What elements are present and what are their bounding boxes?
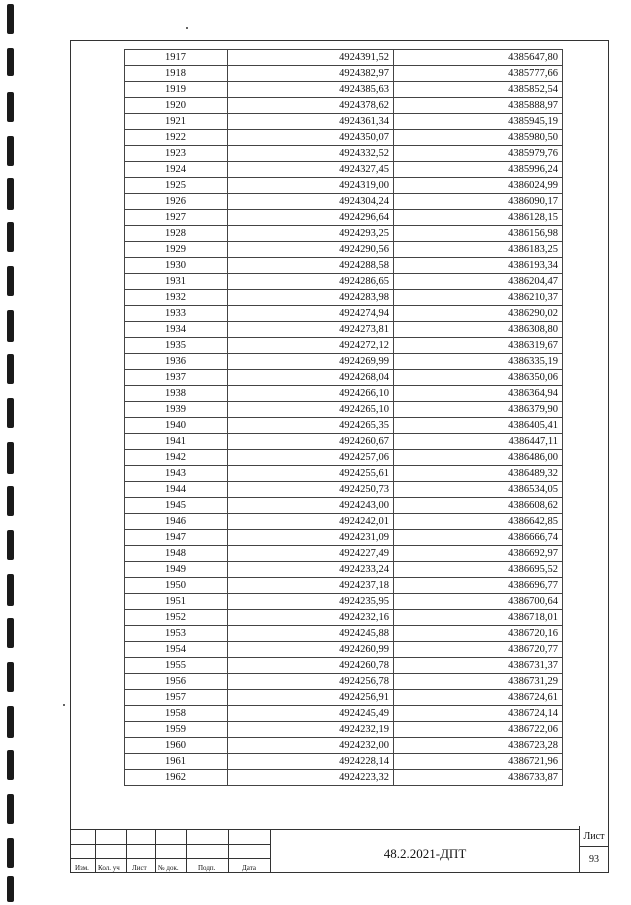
point-id-cell: 1941 bbox=[125, 434, 228, 450]
y-coordinate-cell: 4386692,97 bbox=[394, 546, 563, 562]
y-coordinate-cell: 4386534,05 bbox=[394, 482, 563, 498]
x-coordinate-cell: 4924232,00 bbox=[228, 738, 394, 754]
x-coordinate-cell: 4924268,04 bbox=[228, 370, 394, 386]
y-coordinate-cell: 4385979,76 bbox=[394, 146, 563, 162]
point-id-cell: 1926 bbox=[125, 194, 228, 210]
sheet-number: 93 bbox=[589, 854, 599, 865]
point-id-cell: 1961 bbox=[125, 754, 228, 770]
table-row bbox=[125, 258, 563, 274]
point-id-cell: 1930 bbox=[125, 258, 228, 274]
y-coordinate-cell: 4386722,06 bbox=[394, 722, 563, 738]
y-coordinate-cell: 4386721,96 bbox=[394, 754, 563, 770]
document-code: 48.2.2021-ДПТ bbox=[383, 846, 467, 861]
table-row bbox=[125, 610, 563, 626]
y-coordinate-cell: 4386486,00 bbox=[394, 450, 563, 466]
y-coordinate-cell: 4386700,64 bbox=[394, 594, 563, 610]
table-row bbox=[125, 482, 563, 498]
y-coordinate-cell: 4386724,14 bbox=[394, 706, 563, 722]
point-id-cell: 1945 bbox=[125, 498, 228, 514]
point-id-cell: 1920 bbox=[125, 98, 228, 114]
x-coordinate-cell: 4924327,45 bbox=[228, 162, 394, 178]
table-row bbox=[125, 402, 563, 418]
point-id-cell: 1932 bbox=[125, 290, 228, 306]
table-row bbox=[125, 450, 563, 466]
table-row bbox=[125, 146, 563, 162]
point-id-cell: 1940 bbox=[125, 418, 228, 434]
y-coordinate-cell: 4386319,67 bbox=[394, 338, 563, 354]
y-coordinate-cell: 4386731,29 bbox=[394, 674, 563, 690]
point-id-cell: 1958 bbox=[125, 706, 228, 722]
x-coordinate-cell: 4924257,06 bbox=[228, 450, 394, 466]
x-coordinate-cell: 4924286,65 bbox=[228, 274, 394, 290]
y-coordinate-cell: 4385996,24 bbox=[394, 162, 563, 178]
y-coordinate-cell: 4386128,15 bbox=[394, 210, 563, 226]
x-coordinate-cell: 4924243,00 bbox=[228, 498, 394, 514]
point-id-cell: 1960 bbox=[125, 738, 228, 754]
table-row bbox=[125, 626, 563, 642]
x-coordinate-cell: 4924260,67 bbox=[228, 434, 394, 450]
point-id-cell: 1929 bbox=[125, 242, 228, 258]
point-id-cell: 1951 bbox=[125, 594, 228, 610]
x-coordinate-cell: 4924288,58 bbox=[228, 258, 394, 274]
y-coordinate-cell: 4386724,61 bbox=[394, 690, 563, 706]
point-id-cell: 1956 bbox=[125, 674, 228, 690]
caption-list: Лист bbox=[132, 864, 147, 872]
table-row bbox=[125, 578, 563, 594]
x-coordinate-cell: 4924361,34 bbox=[228, 114, 394, 130]
x-coordinate-cell: 4924265,35 bbox=[228, 418, 394, 434]
x-coordinate-cell: 4924260,78 bbox=[228, 658, 394, 674]
y-coordinate-cell: 4386193,34 bbox=[394, 258, 563, 274]
x-coordinate-cell: 4924350,07 bbox=[228, 130, 394, 146]
caption-doc-number: № док. bbox=[158, 864, 179, 872]
x-coordinate-cell: 4924255,61 bbox=[228, 466, 394, 482]
table-row bbox=[125, 290, 563, 306]
y-coordinate-cell: 4385647,80 bbox=[394, 50, 563, 66]
y-coordinate-cell: 4386364,94 bbox=[394, 386, 563, 402]
y-coordinate-cell: 4385980,50 bbox=[394, 130, 563, 146]
point-id-cell: 1925 bbox=[125, 178, 228, 194]
table-row bbox=[125, 658, 563, 674]
table-row bbox=[125, 242, 563, 258]
table-row bbox=[125, 114, 563, 130]
point-id-cell: 1936 bbox=[125, 354, 228, 370]
y-coordinate-cell: 4386489,32 bbox=[394, 466, 563, 482]
scan-speck bbox=[63, 704, 65, 706]
point-id-cell: 1938 bbox=[125, 386, 228, 402]
x-coordinate-cell: 4924260,99 bbox=[228, 642, 394, 658]
y-coordinate-cell: 4386335,19 bbox=[394, 354, 563, 370]
caption-kol-uch: Кол. уч bbox=[98, 864, 120, 872]
caption-date: Дата bbox=[242, 864, 256, 872]
point-id-cell: 1955 bbox=[125, 658, 228, 674]
y-coordinate-cell: 4385945,19 bbox=[394, 114, 563, 130]
y-coordinate-cell: 4385888,97 bbox=[394, 98, 563, 114]
x-coordinate-cell: 4924256,91 bbox=[228, 690, 394, 706]
table-row bbox=[125, 706, 563, 722]
x-coordinate-cell: 4924245,88 bbox=[228, 626, 394, 642]
table-row bbox=[125, 66, 563, 82]
x-coordinate-cell: 4924235,95 bbox=[228, 594, 394, 610]
y-coordinate-cell: 4386723,28 bbox=[394, 738, 563, 754]
point-id-cell: 1953 bbox=[125, 626, 228, 642]
table-row bbox=[125, 642, 563, 658]
point-id-cell: 1954 bbox=[125, 642, 228, 658]
x-coordinate-cell: 4924233,24 bbox=[228, 562, 394, 578]
point-id-cell: 1949 bbox=[125, 562, 228, 578]
table-row bbox=[125, 322, 563, 338]
y-coordinate-cell: 4386733,87 bbox=[394, 770, 563, 786]
point-id-cell: 1933 bbox=[125, 306, 228, 322]
y-coordinate-cell: 4386183,25 bbox=[394, 242, 563, 258]
table-row bbox=[125, 82, 563, 98]
y-coordinate-cell: 4386720,77 bbox=[394, 642, 563, 658]
x-coordinate-cell: 4924391,52 bbox=[228, 50, 394, 66]
table-row bbox=[125, 546, 563, 562]
table-row bbox=[125, 194, 563, 210]
x-coordinate-cell: 4924273,81 bbox=[228, 322, 394, 338]
point-id-cell: 1937 bbox=[125, 370, 228, 386]
point-id-cell: 1931 bbox=[125, 274, 228, 290]
y-coordinate-cell: 4386156,98 bbox=[394, 226, 563, 242]
table-row bbox=[125, 754, 563, 770]
x-coordinate-cell: 4924385,63 bbox=[228, 82, 394, 98]
point-id-cell: 1944 bbox=[125, 482, 228, 498]
y-coordinate-cell: 4386210,37 bbox=[394, 290, 563, 306]
y-coordinate-cell: 4386720,16 bbox=[394, 626, 563, 642]
y-coordinate-cell: 4386695,52 bbox=[394, 562, 563, 578]
y-coordinate-cell: 4386090,17 bbox=[394, 194, 563, 210]
y-coordinate-cell: 4386731,37 bbox=[394, 658, 563, 674]
x-coordinate-cell: 4924250,73 bbox=[228, 482, 394, 498]
x-coordinate-cell: 4924232,16 bbox=[228, 610, 394, 626]
x-coordinate-cell: 4924265,10 bbox=[228, 402, 394, 418]
table-row bbox=[125, 514, 563, 530]
point-id-cell: 1950 bbox=[125, 578, 228, 594]
point-id-cell: 1959 bbox=[125, 722, 228, 738]
title-block bbox=[70, 829, 609, 873]
x-coordinate-cell: 4924283,98 bbox=[228, 290, 394, 306]
table-row bbox=[125, 98, 563, 114]
point-id-cell: 1952 bbox=[125, 610, 228, 626]
table-row bbox=[125, 690, 563, 706]
table-row bbox=[125, 434, 563, 450]
table-row bbox=[125, 770, 563, 786]
x-coordinate-cell: 4924256,78 bbox=[228, 674, 394, 690]
x-coordinate-cell: 4924228,14 bbox=[228, 754, 394, 770]
table-row bbox=[125, 306, 563, 322]
table-row bbox=[125, 178, 563, 194]
x-coordinate-cell: 4924332,52 bbox=[228, 146, 394, 162]
y-coordinate-cell: 4386204,47 bbox=[394, 274, 563, 290]
table-row bbox=[125, 386, 563, 402]
y-coordinate-cell: 4386290,02 bbox=[394, 306, 563, 322]
x-coordinate-cell: 4924293,25 bbox=[228, 226, 394, 242]
point-id-cell: 1934 bbox=[125, 322, 228, 338]
sheet-label: Лист bbox=[583, 831, 605, 842]
point-id-cell: 1922 bbox=[125, 130, 228, 146]
x-coordinate-cell: 4924227,49 bbox=[228, 546, 394, 562]
table-row bbox=[125, 354, 563, 370]
y-coordinate-cell: 4386718,01 bbox=[394, 610, 563, 626]
y-coordinate-cell: 4386024,99 bbox=[394, 178, 563, 194]
point-id-cell: 1921 bbox=[125, 114, 228, 130]
caption-izm: Изм. bbox=[75, 864, 89, 872]
point-id-cell: 1927 bbox=[125, 210, 228, 226]
x-coordinate-cell: 4924223,32 bbox=[228, 770, 394, 786]
point-id-cell: 1939 bbox=[125, 402, 228, 418]
y-coordinate-cell: 4386350,06 bbox=[394, 370, 563, 386]
binding-holes bbox=[6, 0, 20, 905]
table-row bbox=[125, 370, 563, 386]
table-row bbox=[125, 130, 563, 146]
point-id-cell: 1962 bbox=[125, 770, 228, 786]
x-coordinate-cell: 4924266,10 bbox=[228, 386, 394, 402]
coordinates-table bbox=[124, 49, 563, 786]
table-row bbox=[125, 50, 563, 66]
table-row bbox=[125, 338, 563, 354]
point-id-cell: 1943 bbox=[125, 466, 228, 482]
x-coordinate-cell: 4924232,19 bbox=[228, 722, 394, 738]
point-id-cell: 1918 bbox=[125, 66, 228, 82]
y-coordinate-cell: 4386696,77 bbox=[394, 578, 563, 594]
table-row bbox=[125, 530, 563, 546]
table-row bbox=[125, 226, 563, 242]
y-coordinate-cell: 4386666,74 bbox=[394, 530, 563, 546]
point-id-cell: 1957 bbox=[125, 690, 228, 706]
x-coordinate-cell: 4924242,01 bbox=[228, 514, 394, 530]
coordinates-table-body bbox=[125, 50, 563, 786]
table-row bbox=[125, 562, 563, 578]
x-coordinate-cell: 4924319,00 bbox=[228, 178, 394, 194]
table-row bbox=[125, 674, 563, 690]
x-coordinate-cell: 4924237,18 bbox=[228, 578, 394, 594]
x-coordinate-cell: 4924231,09 bbox=[228, 530, 394, 546]
point-id-cell: 1948 bbox=[125, 546, 228, 562]
point-id-cell: 1923 bbox=[125, 146, 228, 162]
x-coordinate-cell: 4924296,64 bbox=[228, 210, 394, 226]
y-coordinate-cell: 4386447,11 bbox=[394, 434, 563, 450]
point-id-cell: 1935 bbox=[125, 338, 228, 354]
table-row bbox=[125, 162, 563, 178]
point-id-cell: 1919 bbox=[125, 82, 228, 98]
point-id-cell: 1928 bbox=[125, 226, 228, 242]
x-coordinate-cell: 4924378,62 bbox=[228, 98, 394, 114]
x-coordinate-cell: 4924272,12 bbox=[228, 338, 394, 354]
x-coordinate-cell: 4924269,99 bbox=[228, 354, 394, 370]
x-coordinate-cell: 4924382,97 bbox=[228, 66, 394, 82]
y-coordinate-cell: 4386608,62 bbox=[394, 498, 563, 514]
y-coordinate-cell: 4386405,41 bbox=[394, 418, 563, 434]
scan-speck bbox=[186, 27, 188, 29]
y-coordinate-cell: 4386379,90 bbox=[394, 402, 563, 418]
x-coordinate-cell: 4924304,24 bbox=[228, 194, 394, 210]
x-coordinate-cell: 4924245,49 bbox=[228, 706, 394, 722]
point-id-cell: 1946 bbox=[125, 514, 228, 530]
table-row bbox=[125, 722, 563, 738]
table-row bbox=[125, 274, 563, 290]
point-id-cell: 1947 bbox=[125, 530, 228, 546]
caption-signature: Подп. bbox=[198, 864, 216, 872]
table-row bbox=[125, 418, 563, 434]
table-row bbox=[125, 738, 563, 754]
table-row bbox=[125, 498, 563, 514]
y-coordinate-cell: 4386642,85 bbox=[394, 514, 563, 530]
point-id-cell: 1924 bbox=[125, 162, 228, 178]
table-row bbox=[125, 466, 563, 482]
point-id-cell: 1917 bbox=[125, 50, 228, 66]
x-coordinate-cell: 4924290,56 bbox=[228, 242, 394, 258]
table-row bbox=[125, 594, 563, 610]
y-coordinate-cell: 4385777,66 bbox=[394, 66, 563, 82]
y-coordinate-cell: 4386308,80 bbox=[394, 322, 563, 338]
table-row bbox=[125, 210, 563, 226]
x-coordinate-cell: 4924274,94 bbox=[228, 306, 394, 322]
y-coordinate-cell: 4385852,54 bbox=[394, 82, 563, 98]
point-id-cell: 1942 bbox=[125, 450, 228, 466]
